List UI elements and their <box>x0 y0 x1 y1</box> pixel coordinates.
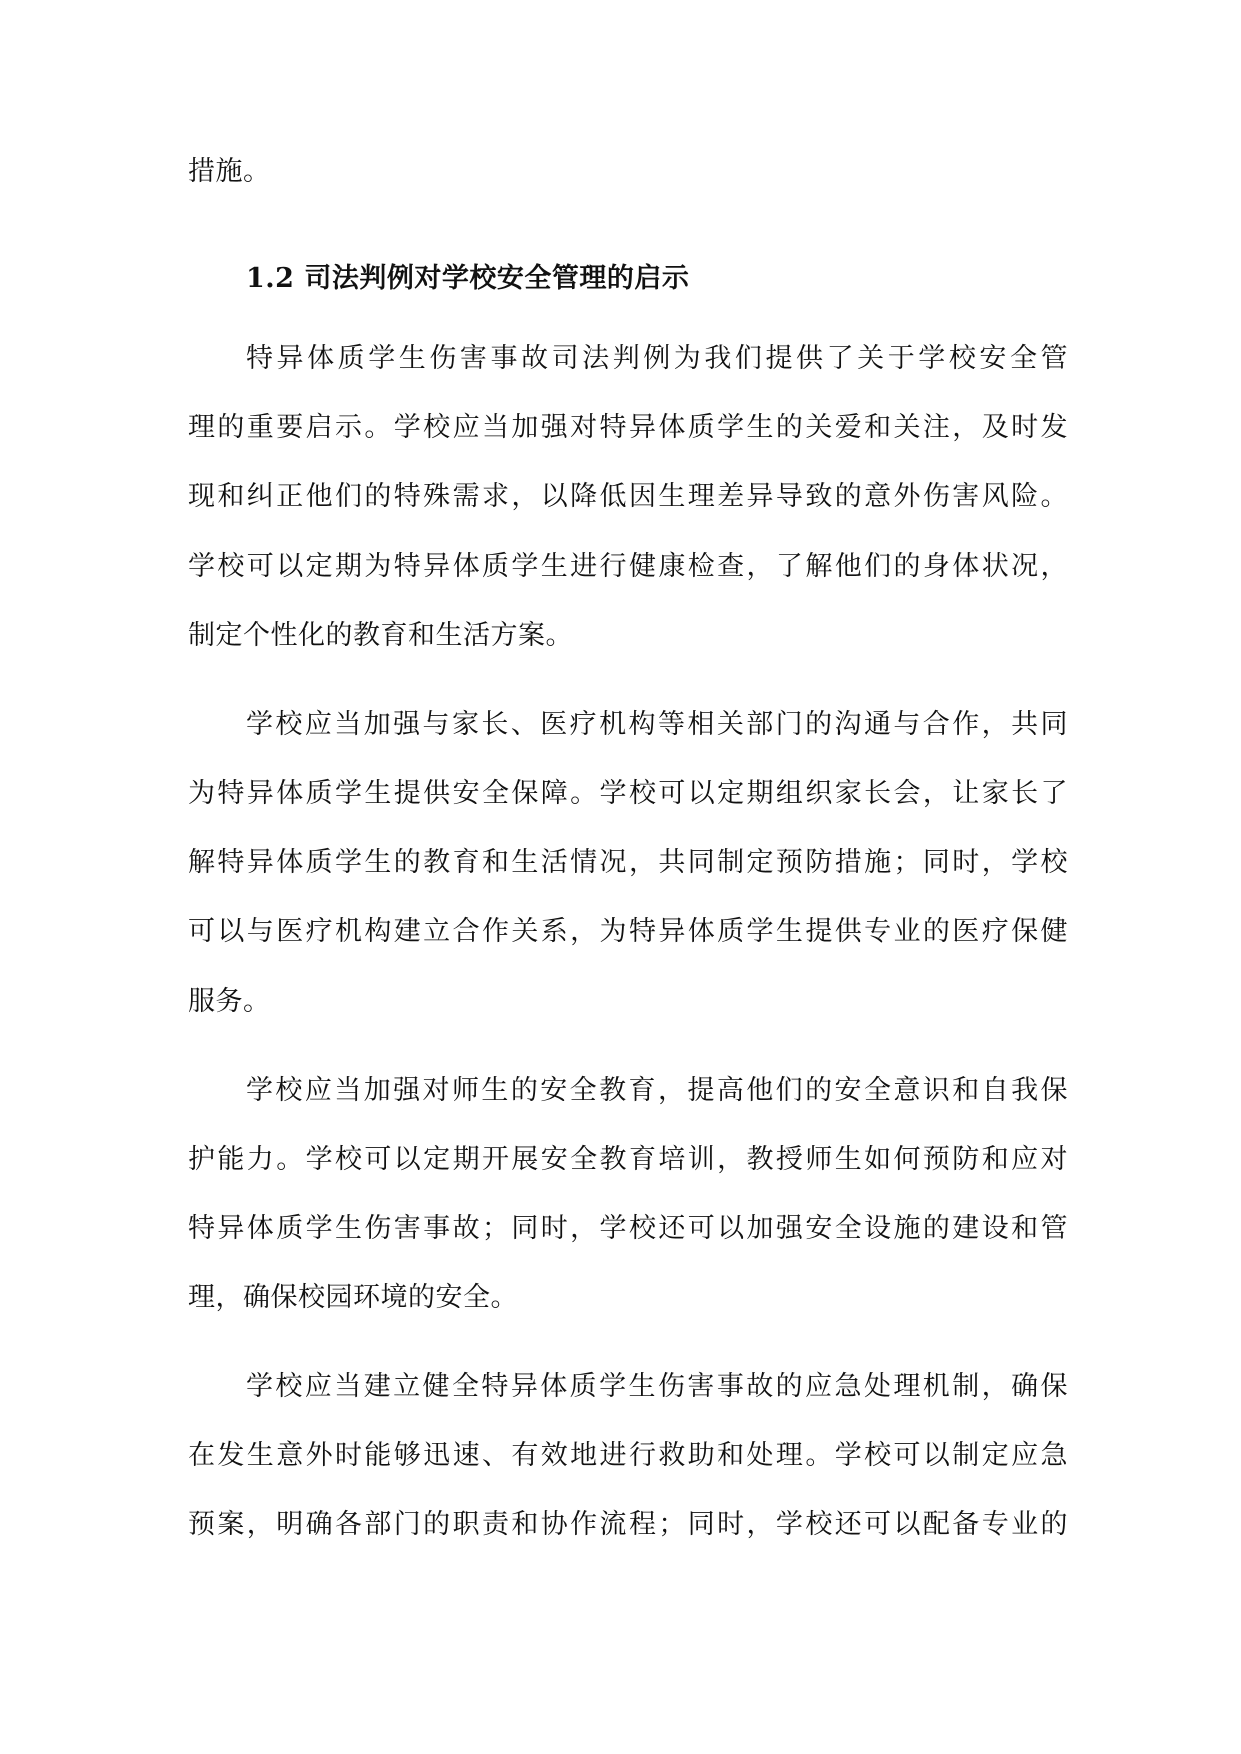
text-line: 学校可以定期为特异体质学生进行健康检查，了解他们的身体状况， <box>188 551 1068 582</box>
text-line: 护能力。学校可以定期开展安全教育培训，教授师生如何预防和应对 <box>188 1144 1068 1175</box>
text-line: 可以与医疗机构建立合作关系，为特异体质学生提供专业的医疗保健 <box>188 916 1068 947</box>
text-line: 特异体质学生伤害事故；同时，学校还可以加强安全设施的建设和管 <box>188 1213 1068 1244</box>
text-line: 为特异体质学生提供安全保障。学校可以定期组织家长会，让家长了 <box>188 778 1068 809</box>
text-line: 学校应当加强对师生的安全教育，提高他们的安全意识和自我保 <box>246 1075 1068 1106</box>
text-line: 服务。 <box>188 986 271 1017</box>
text-line: 理，确保校园环境的安全。 <box>188 1282 518 1313</box>
text-line: 理的重要启示。学校应当加强对特异体质学生的关爱和关注，及时发 <box>188 412 1068 443</box>
text-line: 学校应当加强与家长、医疗机构等相关部门的沟通与合作，共同 <box>246 709 1068 740</box>
section-heading: 1.2 司法判例对学校安全管理的启示 <box>246 263 690 294</box>
text-line: 措施。 <box>188 156 271 187</box>
text-line: 学校应当建立健全特异体质学生伤害事故的应急处理机制，确保 <box>246 1371 1068 1402</box>
text-line: 预案，明确各部门的职责和协作流程；同时，学校还可以配备专业的 <box>188 1509 1068 1540</box>
text-line: 制定个性化的教育和生活方案。 <box>188 620 573 651</box>
text-line: 解特异体质学生的教育和生活情况，共同制定预防措施；同时，学校 <box>188 847 1068 878</box>
text-line: 特异体质学生伤害事故司法判例为我们提供了关于学校安全管 <box>246 343 1068 374</box>
text-line: 现和纠正他们的特殊需求，以降低因生理差异导致的意外伤害风险。 <box>188 481 1068 512</box>
text-line: 在发生意外时能够迅速、有效地进行救助和处理。学校可以制定应急 <box>188 1440 1068 1471</box>
